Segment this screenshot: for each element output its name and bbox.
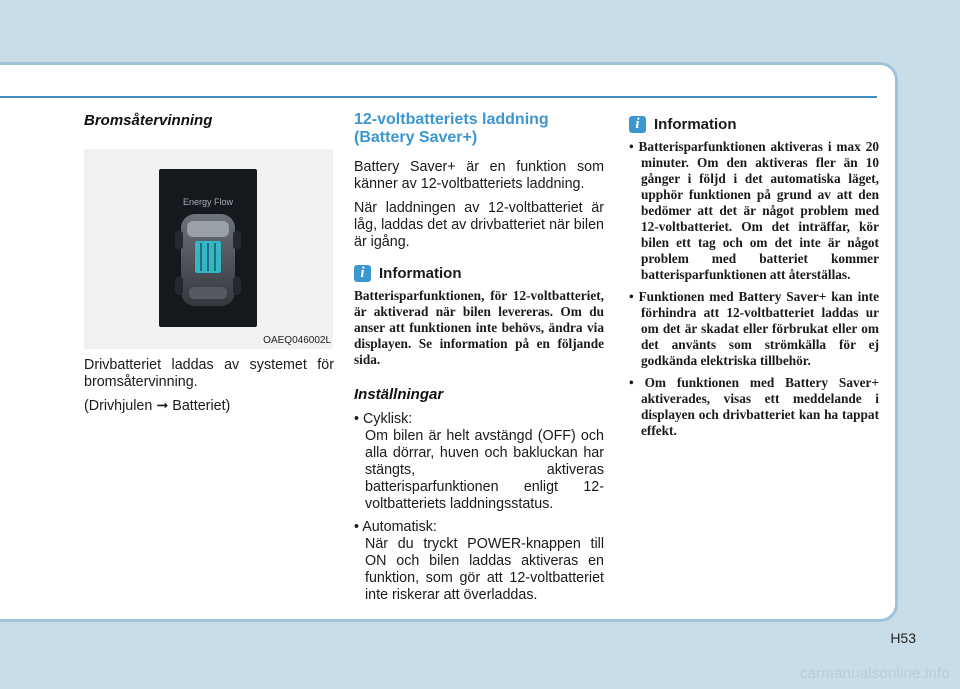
setting-label: • Automatisk: xyxy=(354,519,437,535)
header-rule xyxy=(0,96,877,98)
info-title: Information xyxy=(379,265,462,282)
car-topview-icon xyxy=(159,169,257,327)
settings-heading: Inställningar xyxy=(354,386,444,403)
battery-saver-intro: Battery Saver+ är en funktion som känner av 12-voltbatteriets laddning. xyxy=(354,159,604,192)
screen-title: Energy Flow xyxy=(182,197,234,207)
column-middle xyxy=(354,108,604,610)
info-text: Batterisparfunktionen, för 12-voltbatteriet, är aktiverad när bilen levereras. Om du anser att funktionen inte behövs, ändra via displayen. Se information på en följande sida. xyxy=(354,288,604,367)
info-header xyxy=(629,116,879,133)
battery-saver-charging: När laddningen av 12-voltbatteriet är låg, laddas det av drivbatteriet när bilen är igång. xyxy=(354,200,604,250)
flow-from: (Drivhjulen xyxy=(84,398,153,414)
section-heading-regeneration: Bromsåtervinning xyxy=(84,112,213,129)
list-item: • Batterisparfunktionen aktiveras i max 20 minuter. Om den aktiveras fler än 10 gånger i följd i det automatiska läget, upphör funktionen på grund av att den bedömer att det är något problem med 12-voltbatteriet. Om det inträffar, kör bilen ett tag och om det inte är något problem med batteriet kommer batterisparfunktionen att återställas. xyxy=(629,139,879,282)
figure-caption: OAEQ046002L xyxy=(263,335,331,346)
settings-list xyxy=(354,411,604,604)
info-list xyxy=(629,139,879,439)
info-title: Information xyxy=(654,116,737,133)
flow-text xyxy=(84,398,334,415)
display-screen xyxy=(159,169,257,327)
list-item: • Om funktionen med Battery Saver+ aktiverades, visas ett meddelande i displayen och drivbatteriet kan ha tappat effekt. xyxy=(629,375,879,438)
column-left xyxy=(84,108,334,422)
arrow-right-icon: ➞ xyxy=(156,398,169,414)
info-icon: i xyxy=(629,116,646,133)
list-item xyxy=(354,519,604,604)
section-heading-battery-saver: 12-voltbatteriets laddning (Battery Saver+) xyxy=(354,111,549,146)
page-number: H53 xyxy=(890,630,916,646)
info-icon: i xyxy=(354,265,371,282)
energy-flow-figure xyxy=(84,149,333,349)
list-item: • Funktionen med Battery Saver+ kan inte förhindra att 12-voltbatteriet laddas ur om det är skadat eller förbrukat eller om det använts som strömkälla för ej godkända elektriska tillbehör. xyxy=(629,289,879,368)
watermark: carmanualsonline.info xyxy=(799,665,950,682)
column-right xyxy=(629,108,879,445)
regeneration-text: Drivbatteriet laddas av systemet för bromsåtervinning. xyxy=(84,357,334,390)
setting-description: Om bilen är helt avstängd (OFF) och alla dörrar, huven och bakluckan har stängts, aktiveras batterisparfunktionen enligt 12-voltbatteriets laddningsstatus. xyxy=(365,428,604,512)
setting-label: • Cyklisk: xyxy=(354,411,413,427)
list-item xyxy=(354,411,604,513)
info-header xyxy=(354,265,604,282)
setting-description: När du tryckt POWER-knappen till ON och bilen laddas aktiveras en funktion, som gör att 12-voltbatteriet inte riskerar att överladdas. xyxy=(365,536,604,603)
flow-to: Batteriet) xyxy=(172,398,231,414)
